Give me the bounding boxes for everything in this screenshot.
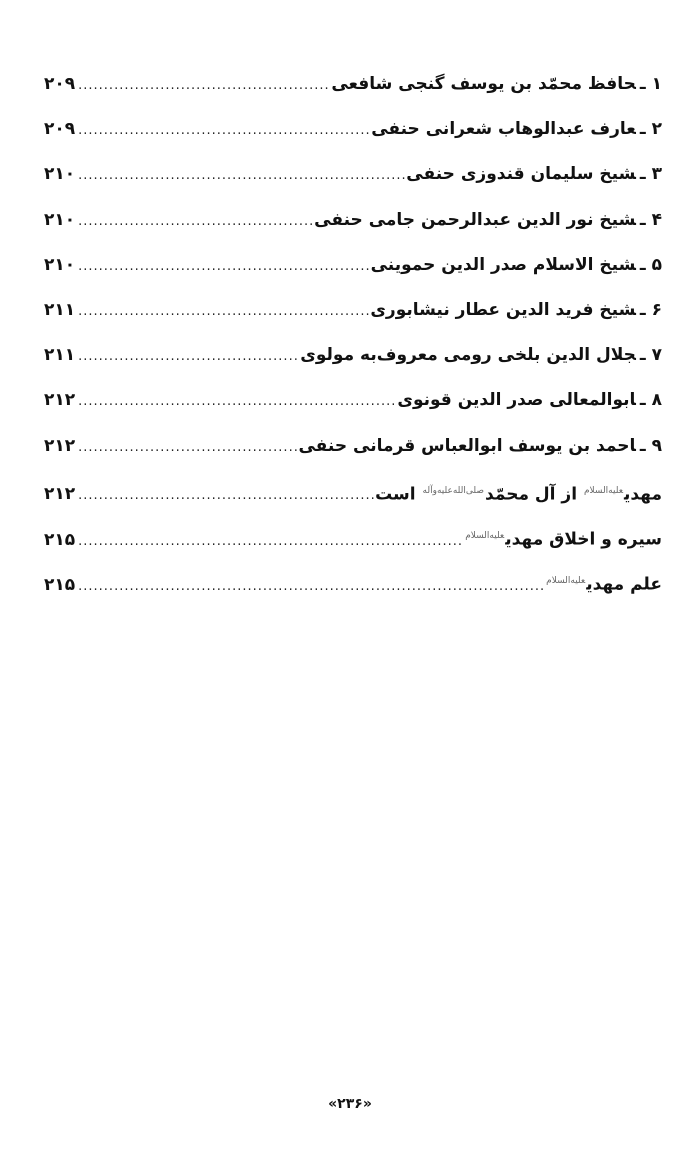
toc-entry-text: ابوالمعالی صدر الدین قونوی [397,390,636,411]
toc-entry-number: ۵ ـ [639,254,662,275]
toc-entry-page: ۲۱۲ [44,390,76,411]
honorific-glyph: علیه‌السلام [465,530,505,541]
dot-leader [75,199,314,244]
toc-entry-number: ۲ ـ [639,119,662,140]
toc-entry-title [406,152,662,197]
dot-leader [75,289,370,334]
toc-entry-number: ۴ ـ [639,209,662,230]
toc-entry-2 [44,107,662,152]
toc-entry-text: علم مهدی [586,574,662,595]
toc-entry-number: ۱ ـ [639,74,662,94]
toc-entry-text: شیخ فرید الدین عطار نیشابوری [370,299,636,320]
toc-entry-text: است [375,484,422,505]
toc-entry-text: شیخ سلیمان قندوزی حنفی [406,164,636,185]
toc-entry-number: ۸ ـ [639,390,662,411]
toc-entry-page: ۲۱۱ [44,299,76,320]
toc-entry-page: ۲۱۰ [44,164,76,185]
toc-entry-number: ۶ ـ [639,299,662,320]
toc-entry-number: ۳ ـ [639,164,662,185]
toc-entry-5 [44,243,662,288]
toc-entry-page: ۲۱۲ [44,484,76,505]
toc-entry-text: حافظ محمّد بن یوسف گنجی شافعی [331,74,636,94]
toc-entry-title [314,198,662,243]
toc-entry-page: ۲۱۰ [44,254,76,275]
toc-entry-text: سیره و اخلاق مهدی [505,529,662,550]
toc-entry-text: مهدی [624,484,662,505]
toc-entry-page: ۲۱۵ [44,529,76,550]
toc-entry-text: عارف عبدالوهاب شعرانی حنفی [371,119,636,140]
dot-leader [75,564,545,609]
toc-entry-9 [44,424,662,469]
honorific-glyph: علیه‌السلام [583,485,624,496]
toc-entry-8 [44,378,662,423]
toc-entry-12 [44,559,662,604]
toc-entry-title [371,107,662,152]
toc-entry-page: ۲۰۹ [44,74,76,94]
toc-entry-title [375,469,662,518]
toc-entry-text: جلال الدین بلخی رومی معروف‌به مولوی [300,345,636,366]
toc-entry-title [370,288,662,333]
dot-leader [75,153,406,198]
toc-entry-page: ۲۱۵ [44,574,76,595]
dot-leader [75,244,370,289]
toc-entry-title [371,243,662,288]
toc-entry-title [397,378,662,423]
toc-entry-page: ۲۱۰ [44,209,76,230]
dot-leader [75,379,397,424]
toc-entry-title [331,62,662,107]
dot-leader [75,473,375,518]
toc-entry-number: ۷ ـ [639,345,662,366]
table-of-contents [44,62,662,604]
toc-entry-4 [44,198,662,243]
page-number: «۲۳۶» [328,1096,372,1112]
dot-leader [75,108,371,153]
toc-entry-1 [44,62,662,107]
toc-entry-text: شیخ الاسلام صدر الدین حموینی [370,254,636,275]
toc-entry-6 [44,288,662,333]
dot-leader [75,425,298,470]
honorific-glyph: صلی‌الله‌علیه‌وآله [422,485,485,496]
dot-leader [75,63,331,108]
honorific-glyph: علیه‌السلام [546,576,586,587]
toc-entry-text: احمد بن یوسف ابوالعباس قرمانی حنفی [298,435,636,456]
toc-entry-11 [44,514,662,559]
toc-entry-page: ۲۰۹ [44,119,76,140]
toc-entry-title [545,559,662,608]
toc-entry-3 [44,152,662,197]
dot-leader [75,334,300,379]
toc-entry-text: شیخ نور الدین عبدالرحمن جامی حنفی [314,209,636,230]
toc-entry-10 [44,469,662,514]
toc-entry-title [464,514,662,563]
toc-entry-page: ۲۱۱ [44,345,76,366]
dot-leader [75,519,464,564]
toc-entry-7 [44,333,662,378]
toc-entry-title [298,424,662,469]
toc-entry-text: از آل محمّد [485,484,583,505]
toc-entry-page: ۲۱۲ [44,435,76,456]
toc-entry-number: ۹ ـ [639,435,662,456]
toc-entry-title [300,333,662,378]
